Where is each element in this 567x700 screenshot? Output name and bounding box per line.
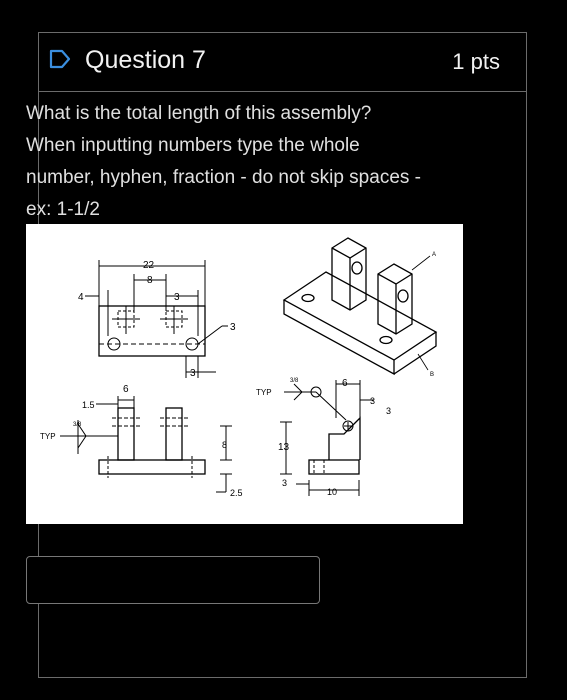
dim-13: 13 [278, 442, 290, 453]
dim-3-side: 3 [370, 396, 376, 406]
dim-hole-3: 3 [230, 322, 236, 333]
dim-3-side-bottom: 3 [282, 478, 288, 488]
weld-fraction-side: 3/8 [290, 378, 299, 384]
dim-8-front: 8 [222, 440, 228, 450]
drawing-svg [26, 224, 463, 524]
dim-3-bottom: 3 [190, 368, 196, 379]
dim-3-top: 3 [174, 292, 180, 303]
question-header [39, 33, 526, 92]
dim-22: 22 [143, 260, 155, 271]
dim-1-5: 1.5 [82, 400, 95, 410]
question-title: Question 7 [85, 46, 206, 74]
question-prompt [26, 98, 466, 226]
prompt-line: What is the total length of this assembly? [26, 103, 372, 124]
label-a: A [432, 252, 437, 258]
answer-input[interactable] [26, 556, 320, 604]
weld-fraction-front: 3/8 [73, 422, 82, 428]
dim-6-side: 6 [342, 378, 348, 389]
typ-label-front: TYP [40, 432, 56, 441]
question-points: 1 pts [452, 49, 500, 74]
typ-label-side: TYP [256, 388, 272, 397]
label-b: B [430, 372, 435, 378]
flag-question-icon[interactable] [49, 49, 71, 69]
dim-10: 10 [327, 487, 338, 497]
side-view [280, 380, 374, 496]
prompt-line: number, hyphen, fraction - do not skip spaces - [26, 167, 421, 188]
dim-hole-3-side: 3 [386, 406, 392, 416]
dim-2-5: 2.5 [230, 488, 243, 498]
dim-6-front: 6 [123, 384, 129, 395]
prompt-line: When inputting numbers type the whole [26, 135, 360, 156]
front-view [60, 396, 232, 492]
dim-4: 4 [78, 292, 84, 303]
isometric-view [284, 238, 436, 374]
assembly-drawing [26, 224, 463, 524]
dim-8: 8 [147, 275, 153, 286]
prompt-line: ex: 1-1/2 [26, 199, 100, 220]
top-view [85, 260, 228, 378]
